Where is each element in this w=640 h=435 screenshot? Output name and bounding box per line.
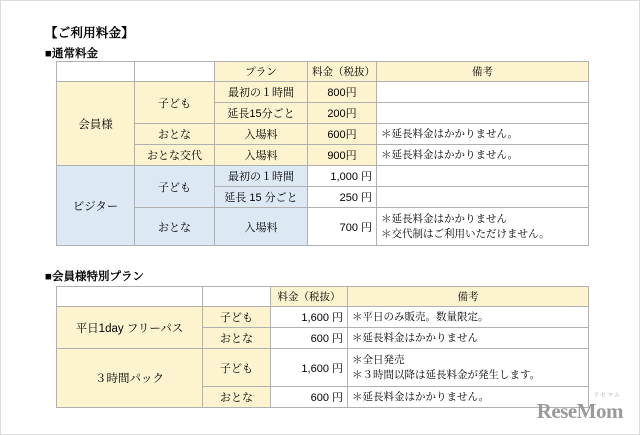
note-child-pass: [348, 307, 589, 328]
table-row-header: [57, 287, 589, 307]
who-adult-pass: おとな: [203, 328, 271, 349]
note-child-3hour: [348, 349, 589, 387]
page-title: 【ご利用料金】: [45, 26, 134, 40]
who-child-pass: 子ども: [203, 307, 271, 328]
watermark-subtext: リセマム: [593, 393, 621, 399]
table-special-plans: [56, 286, 589, 408]
header-price: 料金（税抜）: [308, 62, 377, 82]
price-first-hour: 800円: [308, 82, 377, 103]
table-normal-rates: [56, 61, 589, 246]
header-blank-1: [57, 62, 135, 82]
header-blank-1: [57, 287, 203, 307]
header-plan: プラン: [215, 62, 308, 82]
price-adult-3hour: 600 円: [271, 387, 348, 408]
who-adult-member: おとな: [135, 124, 215, 145]
who-adult-3hour: おとな: [203, 387, 271, 408]
who-child-member: 子ども: [135, 82, 215, 124]
note-line: ＊交代制はご利用いただけません。: [381, 227, 550, 240]
header-blank-2: [135, 62, 215, 82]
note-adult-swap-member: ＊延長料金はかかりません。: [377, 145, 589, 166]
plan-first-hour-visitor: 最初の１時間: [215, 166, 308, 187]
table-row: [57, 349, 589, 387]
table-row: [57, 145, 589, 166]
group-member: 会員様: [57, 82, 135, 166]
table-row-header: [57, 62, 589, 82]
plan-weekday-1day-pass: 平日1day フリーパス: [57, 307, 203, 349]
table-row: [57, 307, 589, 328]
who-child-3hour: 子ども: [203, 349, 271, 387]
note-line: ＊延長料金はかかりません。: [352, 390, 490, 403]
price-child-pass: 1,600 円: [271, 307, 348, 328]
note-line: ＊全日発売: [352, 354, 405, 367]
price-admission-adult-swap: 900円: [308, 145, 377, 166]
note-line: ＊３時間以降は延長料金が発生します。: [352, 368, 541, 381]
note-adult-member: ＊延長料金はかかりません。: [377, 124, 589, 145]
plan-admission-adult-visitor: 入場料: [215, 208, 308, 246]
section-heading-normal: ■通常料金: [45, 48, 98, 60]
price-adult-pass: 600 円: [271, 328, 348, 349]
note-empty: [377, 166, 589, 187]
header-note: 備考: [348, 287, 589, 307]
section-heading-special: ■会員様特別プラン: [45, 271, 144, 283]
note-line: ＊延長料金はかかりません: [381, 213, 507, 226]
header-note: 備考: [377, 62, 589, 82]
price-child-3hour: 1,600 円: [271, 349, 348, 387]
table-row: [57, 208, 589, 246]
who-adult-visitor: おとな: [135, 208, 215, 246]
note-empty: [377, 82, 589, 103]
header-price: 料金（税抜）: [271, 287, 348, 307]
price-admission-adult: 600円: [308, 124, 377, 145]
plan-extension-15: 延長15分ごと: [215, 103, 308, 124]
plan-admission-adult-swap: 入場料: [215, 145, 308, 166]
watermark-text: ReseMom: [536, 399, 623, 423]
header-blank-2: [203, 287, 271, 307]
price-extension-15: 200円: [308, 103, 377, 124]
note-empty: [377, 187, 589, 208]
table-row: [57, 124, 589, 145]
plan-extension-15-visitor: 延長 15 分ごと: [215, 187, 308, 208]
price-admission-adult-visitor: 700 円: [308, 208, 377, 246]
note-line: ＊延長料金はかかりません: [352, 331, 478, 344]
table-row: [57, 82, 589, 103]
note-line: ＊平日のみ販売。数量限定。: [352, 310, 489, 323]
watermark-logo: [536, 393, 623, 424]
note-empty: [377, 103, 589, 124]
who-adult-swap-member: おとな交代: [135, 145, 215, 166]
note-adult-visitor: [377, 208, 589, 246]
table-row: [57, 166, 589, 187]
price-first-hour-visitor: 1,000 円: [308, 166, 377, 187]
plan-3hour-pack: ３時間パック: [57, 349, 203, 408]
who-child-visitor: 子ども: [135, 166, 215, 208]
plan-first-hour: 最初の１時間: [215, 82, 308, 103]
price-extension-15-visitor: 250 円: [308, 187, 377, 208]
plan-admission-adult: 入場料: [215, 124, 308, 145]
note-adult-pass: [348, 328, 589, 349]
group-visitor: ビジター: [57, 166, 135, 246]
